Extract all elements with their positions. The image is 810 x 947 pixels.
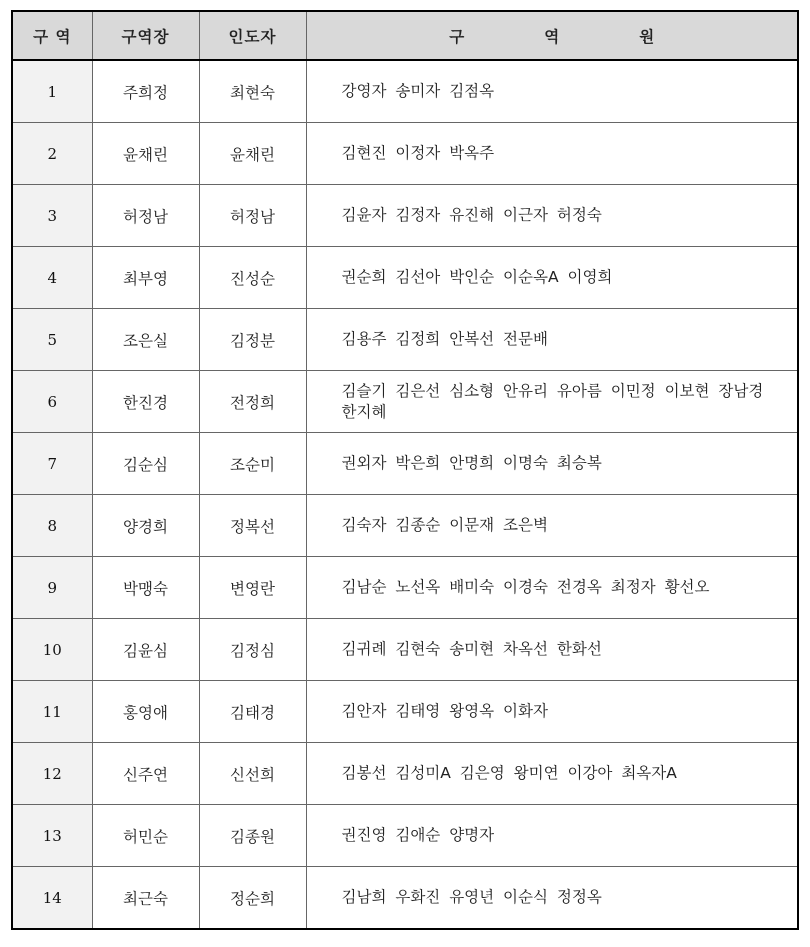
header-members-char: 구 bbox=[449, 27, 465, 46]
district-guide: 진성순 bbox=[199, 247, 306, 309]
district-number: 7 bbox=[12, 433, 92, 495]
district-number: 8 bbox=[12, 495, 92, 557]
district-leader: 조은실 bbox=[92, 309, 199, 371]
district-leader: 한진경 bbox=[92, 371, 199, 433]
table-row bbox=[12, 123, 798, 185]
district-guide: 조순미 bbox=[199, 433, 306, 495]
district-members: 김봉선 김성미A 김은영 왕미연 이강아 최옥자A bbox=[306, 743, 798, 805]
district-guide: 김정심 bbox=[199, 619, 306, 681]
district-leader: 허정남 bbox=[92, 185, 199, 247]
district-guide: 전정희 bbox=[199, 371, 306, 433]
district-members: 권순희 김선아 박인순 이순옥A 이영희 bbox=[306, 247, 798, 309]
table-row bbox=[12, 433, 798, 495]
district-number: 2 bbox=[12, 123, 92, 185]
district-number: 1 bbox=[12, 60, 92, 123]
table-row bbox=[12, 805, 798, 867]
header-guide: 인도자 bbox=[199, 11, 306, 60]
district-guide: 허정남 bbox=[199, 185, 306, 247]
header-row bbox=[12, 11, 798, 60]
table-row bbox=[12, 867, 798, 930]
district-guide: 정복선 bbox=[199, 495, 306, 557]
district-leader: 최근숙 bbox=[92, 867, 199, 930]
district-members: 김귀례 김현숙 송미현 차옥선 한화선 bbox=[306, 619, 798, 681]
district-leader: 양경희 bbox=[92, 495, 199, 557]
district-guide: 정순희 bbox=[199, 867, 306, 930]
district-leader: 김윤심 bbox=[92, 619, 199, 681]
district-leader: 홍영애 bbox=[92, 681, 199, 743]
district-guide: 최현숙 bbox=[199, 60, 306, 123]
header-members-char: 원 bbox=[639, 27, 655, 46]
district-members: 김용주 김정희 안복선 전문배 bbox=[306, 309, 798, 371]
district-guide: 신선희 bbox=[199, 743, 306, 805]
header-members bbox=[306, 11, 798, 60]
table-row bbox=[12, 619, 798, 681]
header-members-char: 역 bbox=[544, 27, 560, 46]
district-number: 3 bbox=[12, 185, 92, 247]
table-row bbox=[12, 495, 798, 557]
table-row bbox=[12, 247, 798, 309]
district-leader: 허민순 bbox=[92, 805, 199, 867]
district-members: 권진영 김애순 양명자 bbox=[306, 805, 798, 867]
district-number: 9 bbox=[12, 557, 92, 619]
district-number: 11 bbox=[12, 681, 92, 743]
district-leader: 신주연 bbox=[92, 743, 199, 805]
district-number: 14 bbox=[12, 867, 92, 930]
district-members: 강영자 송미자 김점옥 bbox=[306, 60, 798, 123]
table-row bbox=[12, 681, 798, 743]
district-members: 김슬기 김은선 심소형 안유리 유아름 이민정 이보현 장남경 한지혜 bbox=[306, 371, 798, 433]
table-row bbox=[12, 743, 798, 805]
district-guide: 변영란 bbox=[199, 557, 306, 619]
table-row bbox=[12, 185, 798, 247]
district-number: 6 bbox=[12, 371, 92, 433]
district-guide: 김정분 bbox=[199, 309, 306, 371]
district-number: 13 bbox=[12, 805, 92, 867]
district-leader: 주희정 bbox=[92, 60, 199, 123]
district-guide: 김종원 bbox=[199, 805, 306, 867]
district-members: 김숙자 김종순 이문재 조은벽 bbox=[306, 495, 798, 557]
district-members: 김윤자 김정자 유진해 이근자 허정숙 bbox=[306, 185, 798, 247]
district-number: 10 bbox=[12, 619, 92, 681]
district-leader: 박맹숙 bbox=[92, 557, 199, 619]
header-district: 구 역 bbox=[12, 11, 92, 60]
table-row bbox=[12, 557, 798, 619]
district-leader: 김순심 bbox=[92, 433, 199, 495]
district-members: 김남희 우화진 유영년 이순식 정정옥 bbox=[306, 867, 798, 930]
district-assignment-table bbox=[11, 10, 799, 930]
district-leader: 윤채린 bbox=[92, 123, 199, 185]
district-members: 권외자 박은희 안명희 이명숙 최승복 bbox=[306, 433, 798, 495]
table-row bbox=[12, 371, 798, 433]
district-members: 김현진 이정자 박옥주 bbox=[306, 123, 798, 185]
table-row bbox=[12, 309, 798, 371]
district-number: 5 bbox=[12, 309, 92, 371]
district-number: 4 bbox=[12, 247, 92, 309]
district-leader: 최부영 bbox=[92, 247, 199, 309]
table-row bbox=[12, 60, 798, 123]
header-leader: 구역장 bbox=[92, 11, 199, 60]
district-number: 12 bbox=[12, 743, 92, 805]
district-guide: 윤채린 bbox=[199, 123, 306, 185]
district-members: 김남순 노선옥 배미숙 이경숙 전경옥 최정자 황선오 bbox=[306, 557, 798, 619]
district-guide: 김태경 bbox=[199, 681, 306, 743]
district-members: 김안자 김태영 왕영옥 이화자 bbox=[306, 681, 798, 743]
